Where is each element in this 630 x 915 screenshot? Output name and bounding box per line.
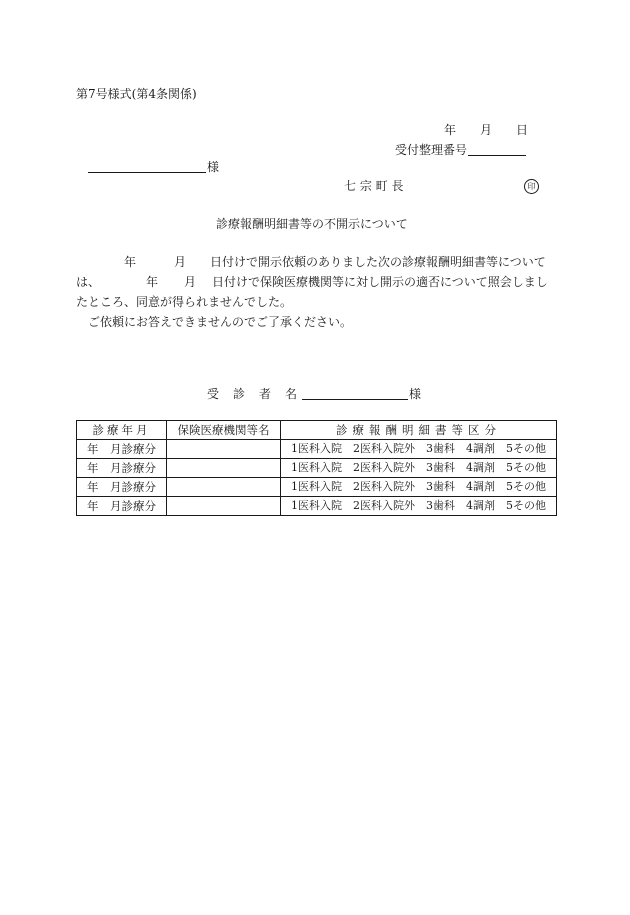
header-institution: 保険医療機関等名: [167, 421, 281, 440]
cell-classification: 1医科入院 2医科入院外 3歯科 4調剤 5その他: [281, 440, 557, 459]
issuer-name: 七 宗 町 長: [344, 179, 404, 193]
body-line2-text: 日付けで保険医療機関等に対し開示の適否について照会しまし: [212, 275, 548, 289]
cell-institution: [167, 478, 281, 497]
patient-name-blank: [302, 384, 408, 400]
patient-suffix: 様: [409, 387, 422, 401]
cell-institution: [167, 497, 281, 516]
body-line1-text: 日付けで開示依頼のありました次の診療報酬明細書等について: [210, 255, 546, 269]
date-year: 年: [444, 123, 457, 137]
body-line1-month: 月: [174, 255, 187, 269]
table-row: [77, 478, 557, 497]
receipt-number-label: 受付整理番号: [395, 143, 468, 157]
cell-period: 年 月診療分: [77, 478, 167, 497]
cell-period: 年 月診療分: [77, 497, 167, 516]
cell-classification: 1医科入院 2医科入院外 3歯科 4調剤 5その他: [281, 478, 557, 497]
table-header-row: [77, 421, 557, 440]
body-line2-year: 年: [146, 275, 159, 289]
cell-institution: [167, 440, 281, 459]
body-line2-prefix: は、: [76, 275, 101, 289]
form-label: 第7号様式(第4条関係): [76, 87, 197, 101]
body-line2-month: 月: [184, 275, 197, 289]
cell-institution: [167, 459, 281, 478]
body-line1-year: 年: [124, 255, 137, 269]
cell-period: 年 月診療分: [77, 440, 167, 459]
recipient-suffix: 様: [207, 160, 220, 174]
cell-classification: 1医科入院 2医科入院外 3歯科 4調剤 5その他: [281, 497, 557, 516]
seal-mark: 印: [524, 179, 539, 194]
header-classification: 診療報酬明細書等区分: [281, 421, 557, 440]
patient-label: 受診者名: [207, 387, 312, 401]
header-period: 診療年月: [77, 421, 167, 440]
body-line3: たところ、同意が得られませんでした。: [76, 295, 293, 309]
cell-classification: 1医科入院 2医科入院外 3歯科 4調剤 5その他: [281, 459, 557, 478]
cell-period: 年 月診療分: [77, 459, 167, 478]
document-title: 診療報酬明細書等の不開示について: [216, 217, 408, 231]
date-month: 月: [480, 123, 493, 137]
table-row: [77, 459, 557, 478]
recipient-name-blank: [88, 157, 206, 173]
date-day: 日: [516, 123, 529, 137]
table-row: [77, 497, 557, 516]
claims-table: [76, 420, 557, 516]
body-line4: ご依頼にお答えできませんのでご了承ください。: [88, 315, 353, 329]
receipt-number-blank: [468, 140, 526, 156]
table-row: [77, 440, 557, 459]
